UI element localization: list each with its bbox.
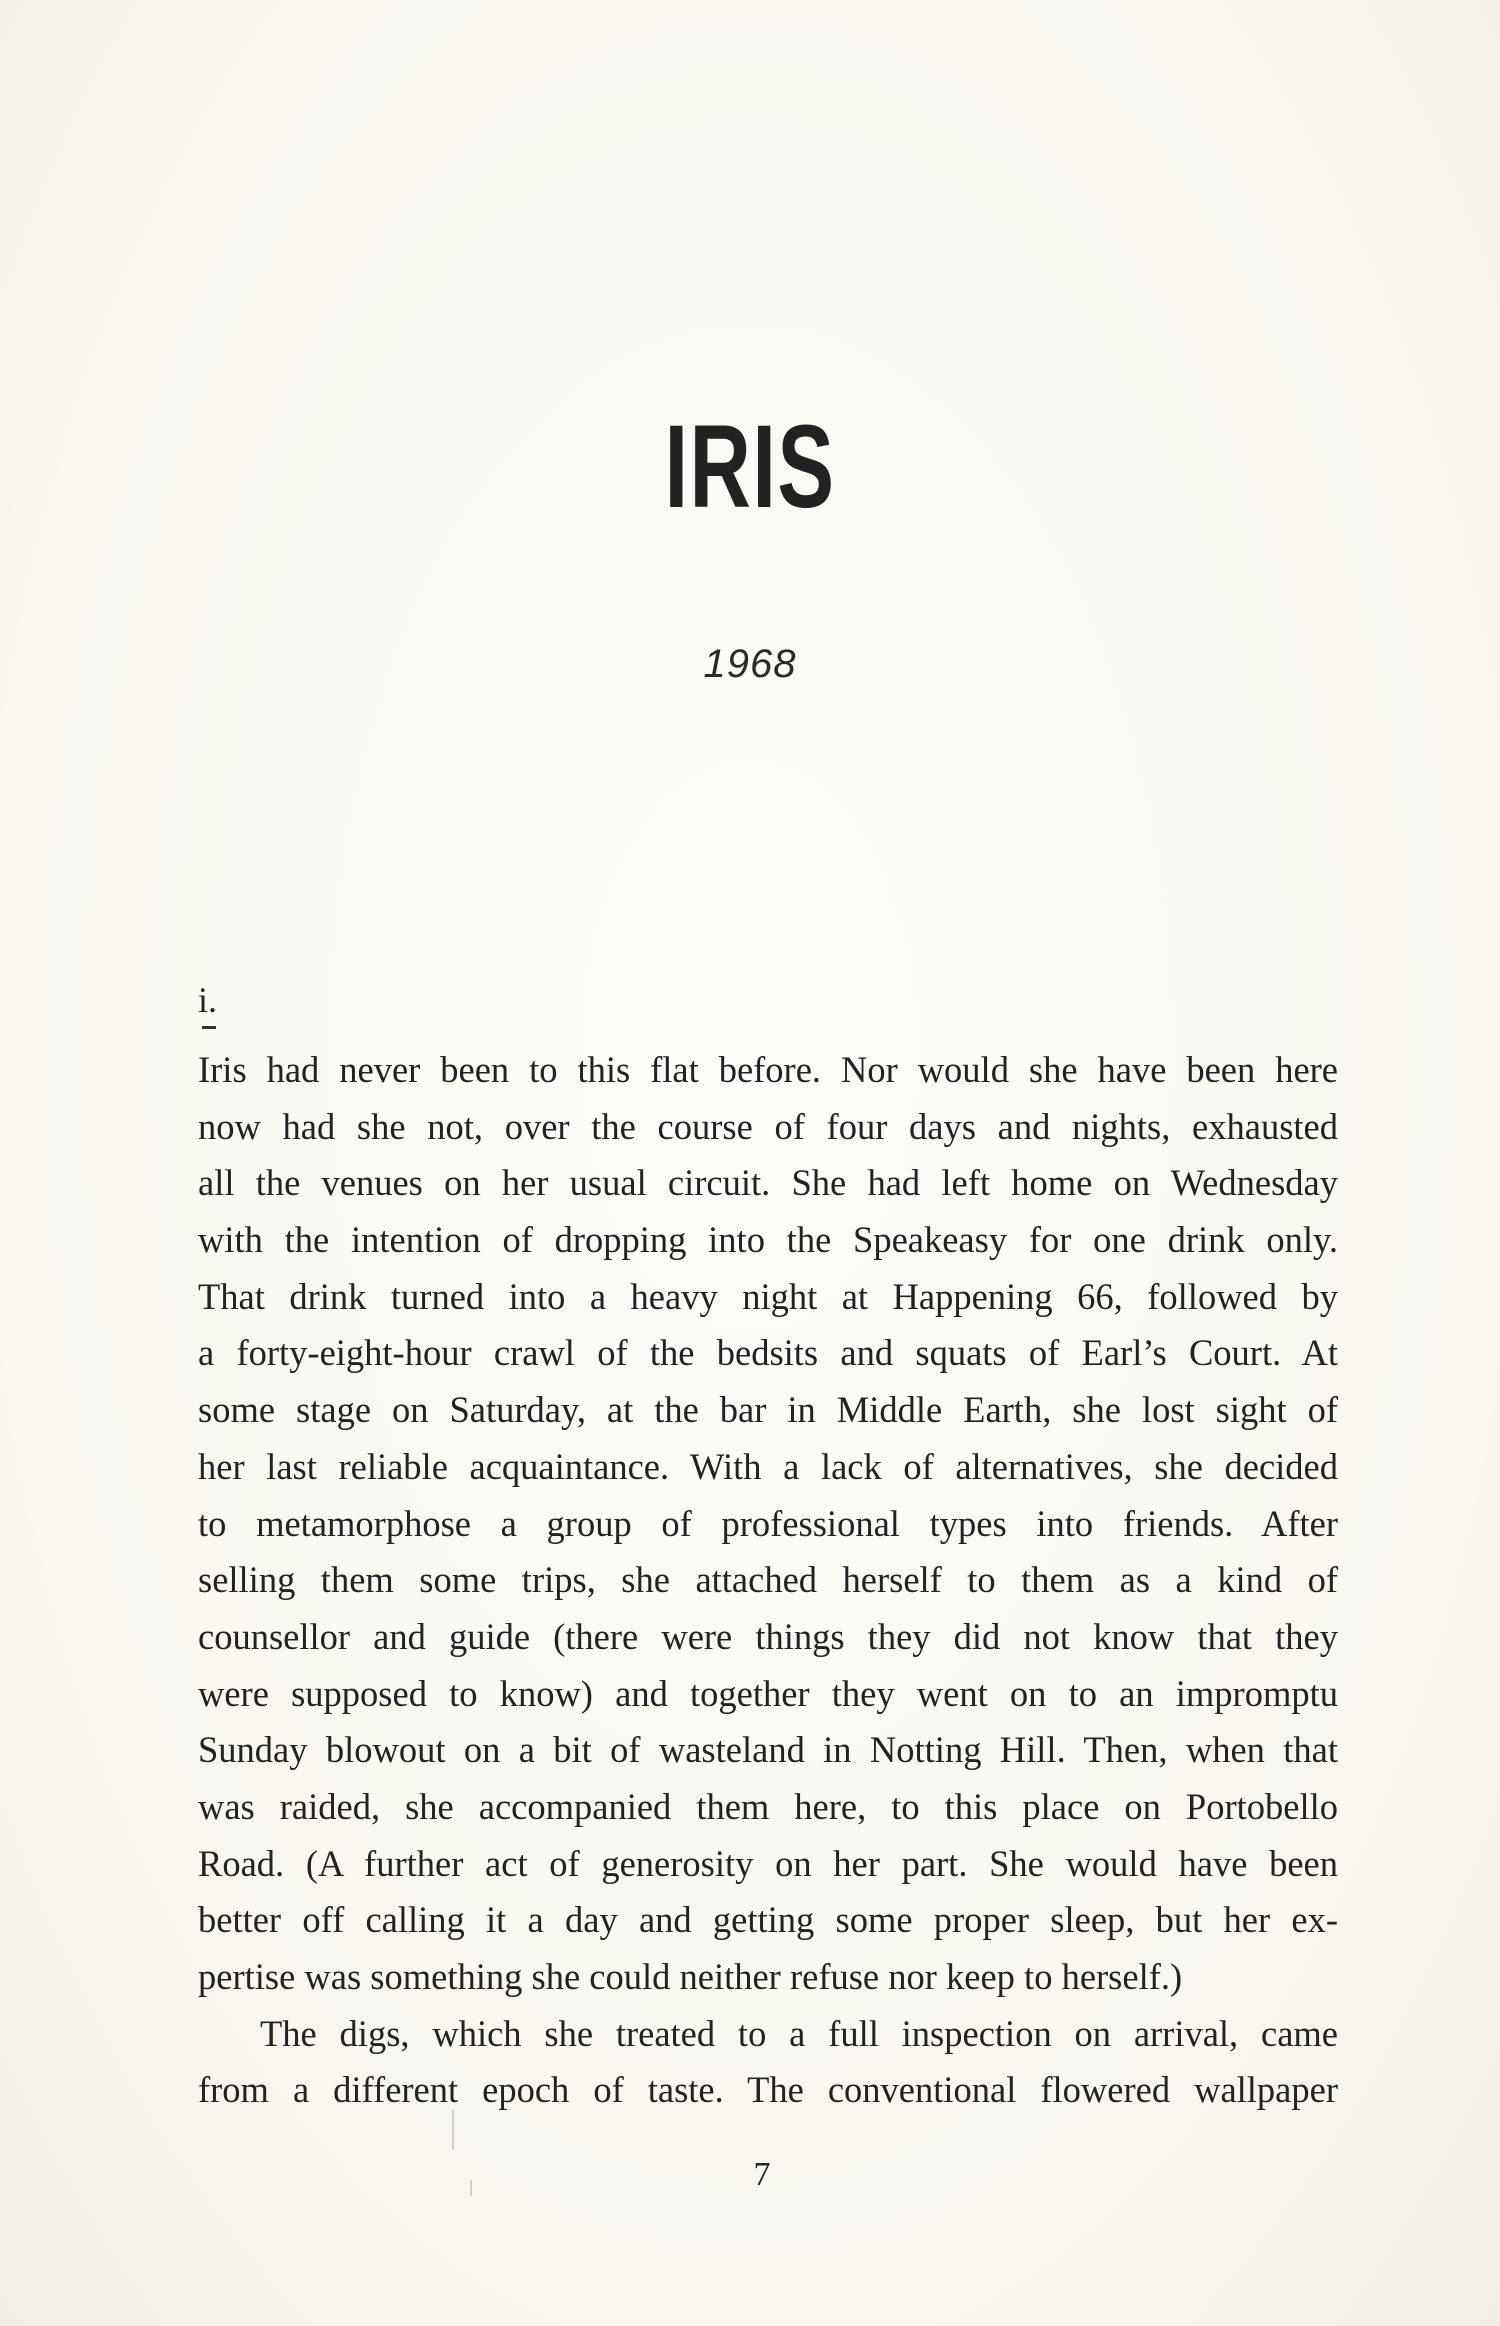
text-line: now had she not, over the course of four days and nights, exhausted xyxy=(198,1105,1338,1147)
scan-speck xyxy=(470,2180,472,2196)
page-number: 7 xyxy=(753,2156,771,2193)
text-line: Sunday blowout on a bit of wasteland in Notting Hill. Then, when that xyxy=(198,1729,1338,1771)
body-text xyxy=(198,1042,1338,2119)
text-line: Iris had never been to this flat before. Nor would she have been here xyxy=(198,1049,1338,1090)
text-line: was raided, she accompanied them here, to this place on Portobello xyxy=(198,1785,1338,1827)
text-line: her last reliable acquaintance. With a lack of alternatives, she decided xyxy=(198,1445,1338,1487)
text-line: better off calling it a day and getting some proper sleep, but her ex- xyxy=(198,1899,1338,1941)
text-line: some stage on Saturday, at the bar in Middle Earth, she lost sight of xyxy=(198,1389,1338,1431)
text-line: were supposed to know) and together they went on to an impromptu xyxy=(198,1672,1338,1714)
scan-speck xyxy=(452,2110,454,2150)
text-line: with the intention of dropping into the Speakeasy for one drink only. xyxy=(198,1219,1338,1261)
text-line: pertise was something she could neither refuse nor keep to herself.) xyxy=(198,1956,1183,1997)
text-line: to metamorphose a group of professional types into friends. After xyxy=(198,1502,1338,1544)
text-line: a forty-eight-hour crawl of the bedsits and squats of Earl’s Court. At xyxy=(198,1332,1338,1374)
section-marker: i. xyxy=(198,980,218,1020)
text-line: from a different epoch of taste. The conventional flowered wallpaper xyxy=(198,2069,1338,2111)
text-line: The digs, which she treated to a full inspection on arrival, came xyxy=(260,2012,1338,2054)
text-line: all the venues on her usual circuit. She had left home on Wednesday xyxy=(198,1162,1338,1204)
section-marker-underline xyxy=(202,1026,216,1029)
chapter-year: 1968 xyxy=(703,642,797,686)
text-line: counsellor and guide (there were things they did not know that they xyxy=(198,1615,1338,1657)
text-line: That drink turned into a heavy night at Happening 66, followed by xyxy=(198,1275,1338,1317)
text-line: Road. (A further act of generosity on her part. She would have been xyxy=(198,1842,1338,1884)
text-line: selling them some trips, she attached herself to them as a kind of xyxy=(198,1559,1338,1601)
chapter-title: IRIS xyxy=(664,401,836,533)
